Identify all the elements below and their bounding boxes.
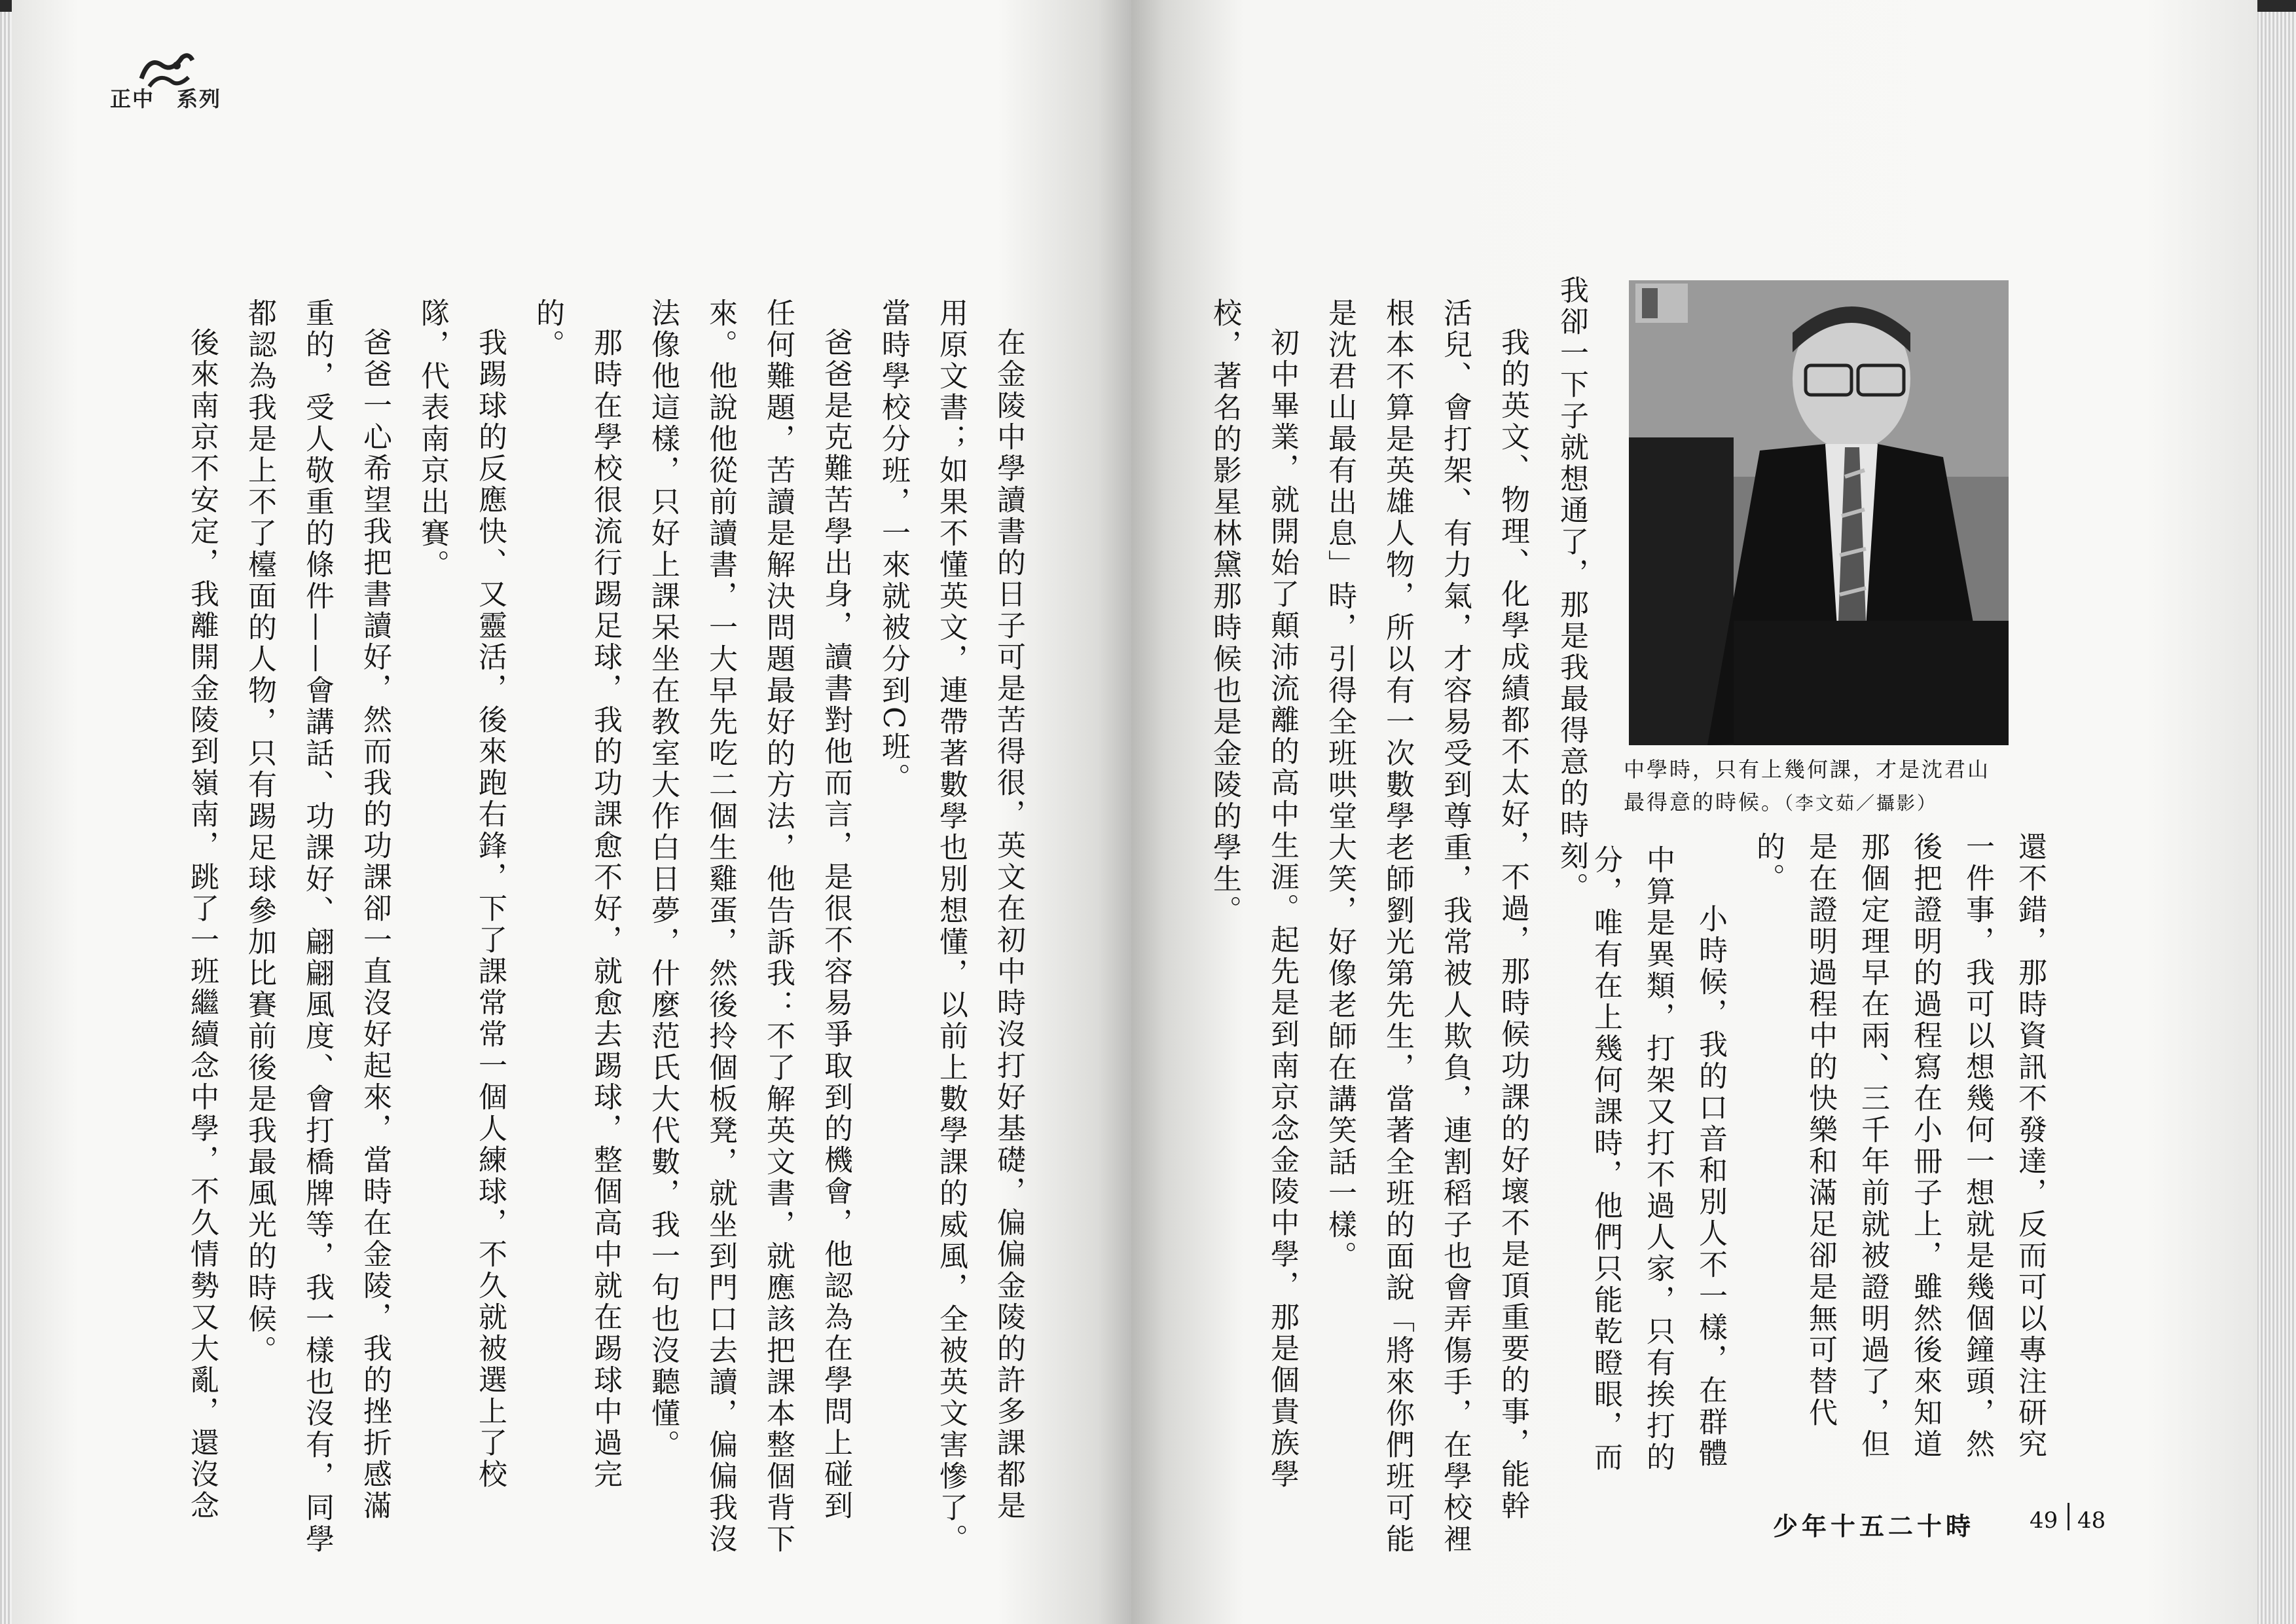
left-column-11: 隊，代表南京出賽。 bbox=[416, 298, 449, 581]
photo-caption-line-2: 最得意的時候。 bbox=[1624, 790, 1785, 815]
right-column-1: 還不錯，那時資訊不發達，反而可以專注研究 bbox=[2013, 832, 2047, 1460]
left-page bbox=[12, 0, 1131, 1624]
running-title: 少年十五二十時 bbox=[1773, 1512, 1975, 1541]
right-column-15: 初中畢業，就開始了顛沛流離的高中生涯。起先是到南京念金陵中學，那是個貴族學 bbox=[1266, 327, 1299, 1490]
photo-credit: （李文茹／攝影） bbox=[1784, 792, 1938, 814]
left-column-2: 用原文書；如果不懂英文，連帶著數學也別想懂，以前上數學課的威風，全被英文害慘了。 bbox=[934, 298, 968, 1555]
right-column-11: 我的英文、物理、化學成績都不太好，不過，那時候功課的好壞不是頂重要的事，能幹 bbox=[1496, 327, 1529, 1522]
series-name: 正中 系列 bbox=[110, 86, 222, 111]
right-column-6: 的。 bbox=[1751, 832, 1785, 895]
left-column-12: 爸爸一心希望我把書讀好，然而我的功課卻一直沒好起來，當時在金陵，我的挫折感滿 bbox=[358, 327, 392, 1522]
right-column-16: 校，著名的影星林黛那時候也是金陵的學生。 bbox=[1208, 298, 1241, 927]
portrait-photo bbox=[1629, 280, 2009, 745]
page-number-left: 49 bbox=[2030, 1507, 2058, 1534]
right-column-14: 是沈君山最有出息」時，引得全班哄堂大笑，好像老師在講笑話一樣。 bbox=[1323, 298, 1357, 1272]
right-column-5: 是在證明過程中的快樂和滿足卻是無可替代 bbox=[1804, 832, 1837, 1429]
right-column-13: 根本不算是英雄人物，所以有一次數學老師劉光第先生，當著全班的面說「將來你們班可能 bbox=[1381, 298, 1414, 1555]
left-column-3: 當時學校分班，一來就被分到C班。 bbox=[877, 298, 910, 794]
photo-caption-line-1: 中學時，只有上幾何課，才是沈君山 bbox=[1624, 757, 1991, 782]
page-number-right: 48 bbox=[2077, 1507, 2106, 1534]
right-column-12: 活兒、會打架、有力氣，才容易受到尊重，我常被人欺負，連割稻子也會弄傷手，在學校裡 bbox=[1438, 298, 1472, 1555]
series-logo bbox=[110, 52, 267, 111]
left-column-4: 爸爸是克難苦學出身，讀書對他而言，是很不容易爭取到的機會，他認為在學問上碰到 bbox=[819, 327, 852, 1522]
photo-caption bbox=[1624, 753, 2030, 820]
right-column-2: 一件事，我可以想幾何一想就是幾個鐘頭，然 bbox=[1961, 832, 1994, 1460]
left-column-13: 重的，受人敬重的條件——會講話、功課好、翩翩風度、會打橋牌等，我一樣也沒有，同學 bbox=[301, 298, 334, 1555]
left-column-10: 我踢球的反應快、又靈活，後來跑右鋒，下了課常常一個人練球，不久就被選上了校 bbox=[473, 327, 507, 1490]
left-column-5: 任何難題，苦讀是解決問題最好的方法，他告訴我：不了解英文書，就應該把課本整個背下 bbox=[761, 298, 795, 1555]
book-edge-right bbox=[2257, 12, 2296, 1624]
left-column-7: 法像他這樣，只好上課呆坐在教室大作白日夢，什麼范氏大代數，我一句也沒聽懂。 bbox=[646, 298, 680, 1461]
left-column-9: 的。 bbox=[531, 298, 564, 361]
portrait-photo-image bbox=[1629, 280, 2009, 745]
left-column-15: 後來南京不安定，我離開金陵到嶺南，跳了一班繼續念中學，不久情勢又大亂，還沒念 bbox=[185, 327, 219, 1522]
right-column-8: 中算是異類，打架又打不過人家，只有挨打的 bbox=[1641, 845, 1675, 1473]
right-column-7: 小時候，我的口音和別人不一樣，在群體 bbox=[1694, 904, 1727, 1469]
left-column-8: 那時在學校很流行踢足球，我的功課愈不好，就愈去踢球，整個高中就在踢球中過完 bbox=[589, 327, 622, 1490]
left-column-1: 在金陵中學讀書的日子可是苦得很，英文在初中時沒打好基礎，偏偏金陵的許多課都是 bbox=[992, 327, 1025, 1522]
right-page bbox=[1131, 0, 2257, 1624]
left-column-14: 都認為我是上不了檯面的人物，只有踢足球參加比賽前後是我最風光的時候。 bbox=[243, 298, 276, 1367]
right-column-9: 分，唯有在上幾何課時，他們只能乾瞪眼，而 bbox=[1589, 845, 1622, 1473]
left-column-6: 來。他說他從前讀書，一大早先吃二個生雞蛋，然後拎個板凳，就坐到門口去讀，偏偏我沒 bbox=[704, 298, 737, 1555]
folio-separator bbox=[2068, 1503, 2069, 1530]
right-column-10: 我卻一下子就想通了，那是我最得意的時刻。 bbox=[1555, 275, 1588, 904]
right-column-3: 後把證明的過程寫在小冊子上，雖然後來知道 bbox=[1908, 832, 1942, 1460]
right-column-4: 那個定理早在兩、三千年前就被證明過了，但 bbox=[1856, 832, 1889, 1460]
